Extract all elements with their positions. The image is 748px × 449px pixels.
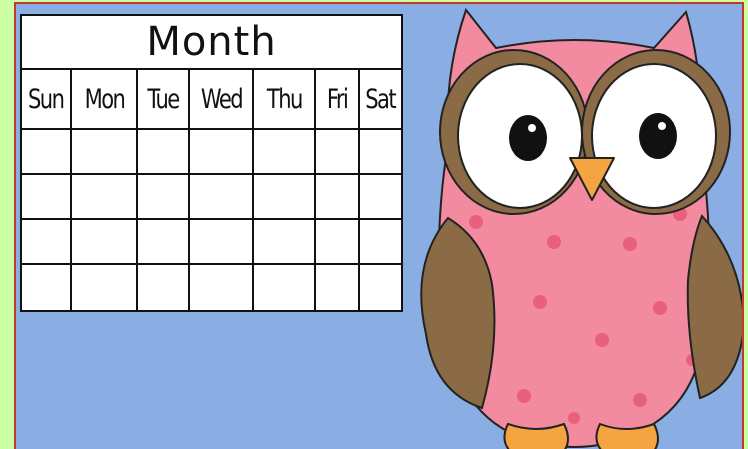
- owl-icon: [404, 4, 744, 449]
- calendar-day-cell: [138, 220, 190, 265]
- classroom-board: [14, 2, 744, 449]
- calendar-day-cell: [254, 175, 316, 220]
- day-header-tue: [138, 70, 190, 130]
- calendar-day-cell: [138, 265, 190, 310]
- day-label: Tue: [147, 83, 179, 115]
- calendar: [20, 14, 403, 312]
- calendar-day-cell: [254, 265, 316, 310]
- calendar-day-cell: [254, 220, 316, 265]
- calendar-day-cell: [360, 265, 401, 310]
- calendar-day-cell: [72, 175, 138, 220]
- calendar-day-cell: [190, 220, 254, 265]
- calendar-grid: [22, 70, 401, 310]
- calendar-day-cell: [72, 220, 138, 265]
- day-label: Thu: [266, 83, 302, 115]
- calendar-day-cell: [360, 175, 401, 220]
- calendar-day-cell: [22, 265, 72, 310]
- day-header-sun: [22, 70, 72, 130]
- day-label: Fri: [326, 83, 348, 115]
- calendar-title: Month: [22, 16, 401, 70]
- calendar-day-cell: [190, 175, 254, 220]
- calendar-day-cell: [316, 130, 360, 175]
- day-header-mon: [72, 70, 138, 130]
- calendar-day-cell: [316, 265, 360, 310]
- calendar-day-cell: [254, 130, 316, 175]
- day-label: Mon: [84, 83, 124, 115]
- calendar-day-cell: [138, 175, 190, 220]
- day-label: Sat: [365, 83, 396, 115]
- calendar-day-cell: [22, 130, 72, 175]
- calendar-day-cell: [190, 265, 254, 310]
- calendar-day-cell: [190, 130, 254, 175]
- calendar-day-cell: [360, 130, 401, 175]
- calendar-day-cell: [316, 220, 360, 265]
- day-label: Sun: [28, 83, 64, 115]
- day-header-wed: [190, 70, 254, 130]
- owl-wing-right: [688, 216, 744, 398]
- calendar-day-cell: [316, 175, 360, 220]
- day-header-thu: [254, 70, 316, 130]
- calendar-day-cell: [22, 220, 72, 265]
- day-header-sat: [360, 70, 401, 130]
- calendar-day-cell: [72, 130, 138, 175]
- day-label: Wed: [200, 83, 242, 115]
- calendar-day-cell: [72, 265, 138, 310]
- calendar-day-cell: [360, 220, 401, 265]
- day-header-fri: [316, 70, 360, 130]
- calendar-day-cell: [22, 175, 72, 220]
- calendar-day-cell: [138, 130, 190, 175]
